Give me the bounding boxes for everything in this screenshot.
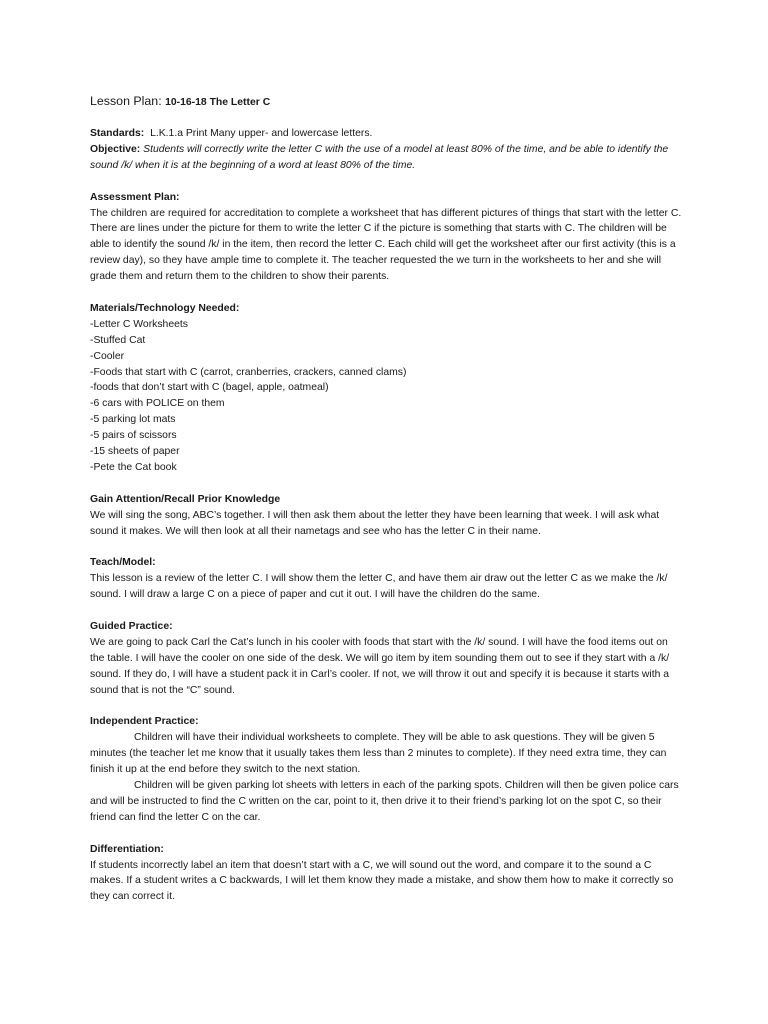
- materials-item: -foods that don’t start with C (bagel, apple, oatmeal): [90, 382, 329, 394]
- materials-item: -5 pairs of scissors: [90, 430, 177, 442]
- objective-label: Objective:: [90, 143, 141, 155]
- materials-item: -Letter C Worksheets: [90, 318, 188, 330]
- independent-practice-heading: Independent Practice:: [90, 716, 199, 728]
- assessment-text: The children are required for accreditation to complete a worksheet that has different pictures of things that start with the letter C. There are lines under the picture for them to write the letter C if the picture is something that starts with C. The children will be able to identify the sound /k/ in the item, then record the letter C. Each child will get the worksheet after our first activity (this is a review day), so they have ample time to complete it. The teacher requested the we turn in the worksheets to her and she will grade them and return them to the children to show their parents.: [90, 207, 682, 283]
- materials-heading: Materials/Technology Needed:: [90, 302, 240, 314]
- independent-practice-paragraph-1: Children will have their individual worksheets to complete. They will be able to ask questions. They will be given 5 minutes (the teacher let me know that it usually takes them less than 2 minutes to complete). If they need extra time, they can finish it up at the end before they switch to the next station.: [90, 732, 667, 776]
- teach-model-text: This lesson is a review of the letter C. I will show them the letter C, and have them air draw out the letter C as we make the /k/ sound. I will draw a large C on a piece of paper and cut it out. I will have the children do the same.: [90, 573, 668, 601]
- standards-line: [90, 126, 684, 142]
- materials-item: -Foods that start with C (carrot, cranberries, crackers, canned clams): [90, 366, 407, 378]
- standards-label: Standards:: [90, 128, 145, 139]
- materials-item: -6 cars with POLICE on them: [90, 398, 225, 410]
- teach-model-heading: Teach/Model:: [90, 557, 156, 569]
- materials-item: -15 sheets of paper: [90, 446, 180, 458]
- materials-item: -Stuffed Cat: [90, 334, 146, 346]
- lesson-plan-title: [90, 92, 684, 112]
- lesson-plan-page: [90, 92, 684, 905]
- title-date-topic: 10-16-18 The Letter C: [165, 97, 271, 108]
- gain-attention-text: We will sing the song, ABC’s together. I will then ask them about the letter they have been learning that week. I will ask what sound it makes. We will then look at all their nametags and see who has the letter C in their name.: [90, 509, 660, 537]
- materials-item: -Pete the Cat book: [90, 462, 177, 473]
- guided-practice-text: We are going to pack Carl the Cat’s lunch in his cooler with foods that start with the /k/ sound. I will have the food items out on the table. I will have the cooler on one side of the desk. We will go item by item sounding them out to see if they start with a /k/ sound. If they do, I will have a student pack it in Carl’s cooler. If not, we will throw it out and specify it is because it starts with a sound that is not the “C” sound.: [90, 636, 670, 696]
- materials-item: -5 parking lot mats: [90, 414, 176, 426]
- differentiation-heading: Differentiation:: [90, 843, 164, 855]
- guided-practice-heading: Guided Practice:: [90, 621, 173, 633]
- gain-attention-heading: Gain Attention/Recall Prior Knowledge: [90, 493, 281, 505]
- materials-item: -Cooler: [90, 350, 125, 362]
- objective-line: [90, 142, 684, 174]
- standards-text: L.K.1.a Print Many upper- and lowercase letters.: [150, 128, 373, 139]
- objective-text: Students will correctly write the letter C with the use of a model at least 80% of the time, and be able to identify the sound /k/ when it is at the beginning of a word at least 80% of the time.: [90, 143, 669, 171]
- differentiation-text: If students incorrectly label an item that doesn’t start with a C, we will sound out the word, and compare it to the sound a C makes. If a student writes a C backwards, I will let them know they made a mistake, and show them how to make it correctly so they can correct it.: [90, 859, 674, 903]
- independent-practice-paragraph-2: Children will be given parking lot sheets with letters in each of the parking spots. Children will then be given police cars and will be instructed to find the C written on the car, point to it, then drive it to their friend’s parking lot on the spot C, so their friend can find the letter C on the car.: [90, 780, 679, 823]
- materials-list: [90, 317, 684, 476]
- title-label: Lesson Plan:: [90, 94, 162, 108]
- assessment-heading: Assessment Plan:: [90, 191, 180, 203]
